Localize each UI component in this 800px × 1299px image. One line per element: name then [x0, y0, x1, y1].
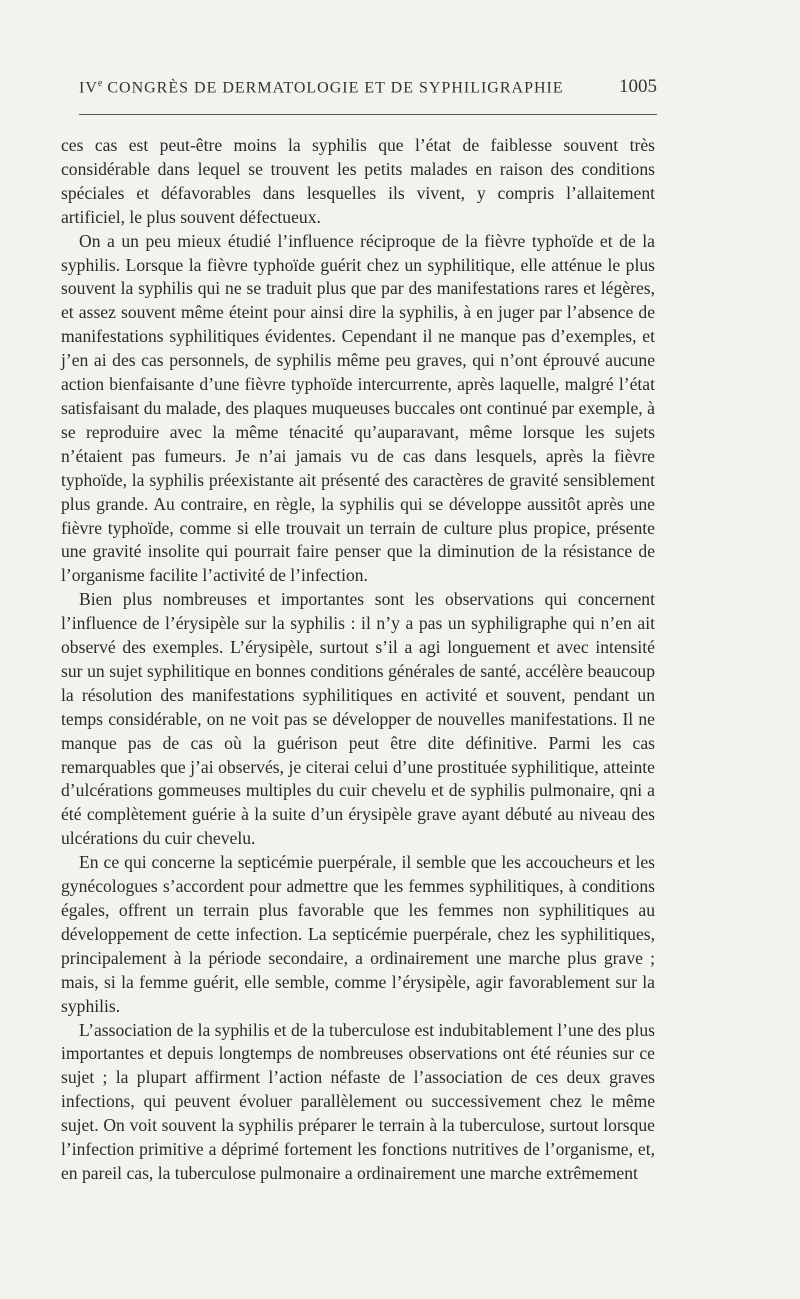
header-rule — [79, 114, 657, 115]
page-number: 1005 — [619, 76, 657, 97]
header-roman: IV — [79, 79, 98, 96]
paragraph: ces cas est peut-être moins la syphilis que l’état de faiblesse souvent très considérable dans lequel se trouvent les petits malades en raison des conditions spéciales et défavorables dans lesquelles ils vivent, y compris l’allaitement artificiel, le plus souvent défectueux. — [61, 135, 655, 227]
paragraph: En ce qui concerne la septicémie puerpérale, il semble que les accoucheurs et les gynécologues s’accordent pour admettre que les femmes syphilitiques, à conditions égales, offrent un terrain plus favorable que les femmes non syphilitiques au développement de cette infection. La septicémie puerpérale, chez les syphilitiques, principalement à la période secondaire, a ordinairement une marche plus grave ; mais, si la femme guérit, elle semble, comme l’érysipèle, agir favorablement sur la syphilis. — [61, 852, 655, 1016]
paragraph: Bien plus nombreuses et importantes sont les observations qui concernent l’influence de l’érysipèle sur la syphilis : il n’y a pas un syphiligraphe qui n’en ait observé des exemples. L’érysipèle, surtout s’il a agi longuement et avec intensité sur un sujet syphilitique en bonnes conditions générales de santé, accélère beaucoup la résolution des manifestations syphilitiques en activité et souvent, pendant un temps considérable, on ne voit pas se développer de nouvelles manifestations. Il ne manque pas de cas où la guérison peut être dite définitive. Parmi les cas remarquables que j’ai observés, je citerai celui d’une prostituée syphilitique, atteinte d’ulcérations gommeuses multiples du cuir chevelu et de syphilis pulmonaire, qni a été complètement guérie à la suite d’un érysipèle grave ayant débuté au niveau des ulcérations du cuir chevelu. — [61, 589, 655, 849]
body-text — [61, 134, 655, 1186]
header-superscript: e — [97, 77, 103, 89]
header-title-group — [79, 78, 564, 97]
header-title: CONGRÈS DE DERMATOLOGIE ET DE SYPHILIGRAPHIE — [107, 79, 564, 96]
running-header — [79, 76, 657, 98]
paragraph: On a un peu mieux étudié l’influence réciproque de la fièvre typhoïde et de la syphilis. Lorsque la fièvre typhoïde guérit chez un syphilitique, elle atténue le plus souvent la syphilis qui ne se traduit plus que par des manifestations rares et légères, et assez souvent même éteint pour ainsi dire la syphilis, à en juger par l’absence de manifestations syphilitiques évidentes. Cependant il ne manque pas d’exemples, et j’en ai des cas personnels, de syphilis même peu graves, qui n’ont éprouvé aucune action bienfaisante d’une fièvre typhoïde intercurrente, après laquelle, malgré l’état satisfaisant du malade, des plaques muqueuses buccales ont continué par exemple, à se reproduire avec la même ténacité qu’auparavant, même lorsque les sujets n’étaient pas fumeurs. Je n’ai jamais vu de cas dans lesquels, après la fièvre typhoïde, la syphilis préexistante ait présenté des caractères de gravité sensiblement plus grande. Au contraire, en règle, la syphilis qui se développe aussitôt après une fièvre typhoïde, comme si elle trouvait un terrain de culture plus propice, présente une gravité insolite qui pourrait faire penser que la diminution de la résistance de l’organisme facilite l’activité de l’infection. — [61, 230, 655, 586]
paragraph: L’association de la syphilis et de la tuberculose est indubitablement l’une des plus importantes et depuis longtemps de nombreuses observations ont été réunies sur ce sujet ; la plupart affirment l’action néfaste de l’association de ces deux graves infections, qui peuvent évoluer parallèlement ou successivement chez le même sujet. On voit souvent la syphilis préparer le terrain à la tuberculose, surtout lorsque l’infection primitive a déprimé fortement les fonctions nutritives de l’organisme, et, en pareil cas, la tuberculose pulmonaire a ordinairement une marche extrêmement — [61, 1019, 655, 1183]
